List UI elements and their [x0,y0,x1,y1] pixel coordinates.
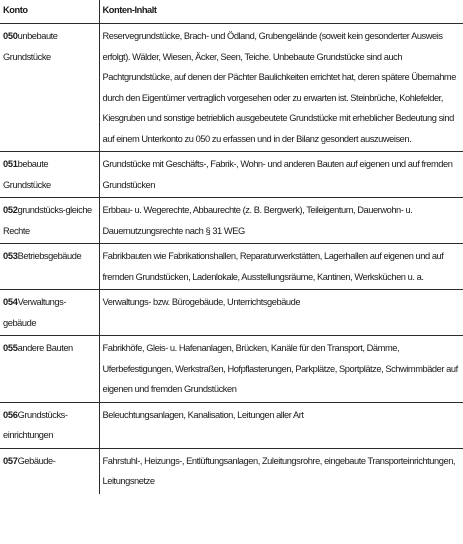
account-number: 057 [3,455,18,466]
table-row [0,290,463,336]
account-cell [0,290,99,336]
account-title: andere Bauten [17,343,73,353]
column-header-konten-inhalt: Konten-Inhalt [99,0,463,24]
account-content: Reservegrundstücke, Brach- und Ödland, Grubengelände (soweit kein gesonderter Ausweis erfolgt). Wälder, Wiesen, Äcker, Seen, Teiche. Unbebaute Grundstücke sind auch Pachtgrundstücke, auf denen der Pächter Baulichkeiten errichtet hat, deren spätere Übernahme durch den Eigentümer vertraglich vorgesehen oder zu erwarten ist. Steinbrüche, Kohlefelder, Kiesgruben und sonstige betrieblich ausgebeutete Grundstücke mit erheblicher Bedeutung sind auf einem Unterkonto zu 050 zu erfassen und in der Bilanz gesondert auszuweisen. [99,24,463,152]
account-content: Fahrstuhl-, Heizungs-, Entlüftungsanlagen, Zuleitungsrohre, eingebaute Transporteinrichtungen, Leitungsnetze [99,448,463,494]
account-title: unbebaute Grundstücke [3,31,58,62]
account-content: Fabrikhöfe, Gleis- u. Hafenanlagen, Brücken, Kanäle für den Transport, Dämme, Uferbefestigungen, Werkstraßen, Hofpflasterungen, Parkplätze, Sportplätze, Schwimmbäder auf eigenen und fremden Grundstücken [99,336,463,403]
account-title: Betriebsgebäude [17,251,82,261]
account-number: 051 [3,159,18,169]
account-cell [0,336,99,403]
account-number: 054 [3,297,18,307]
account-title: bebaute Grundstücke [3,159,51,190]
table-row [0,448,463,494]
account-title: Gebäude- [17,455,56,466]
table-row [0,198,463,244]
account-cell [0,198,99,244]
account-cell [0,448,99,494]
table-header-row [0,0,463,24]
account-title: Verwaltungs-gebäude [3,297,66,328]
table-row [0,336,463,403]
account-cell [0,244,99,290]
column-header-konto: Konto [0,0,99,24]
account-content: Grundstücke mit Geschäfts-, Fabrik-, Wohn- und anderen Bauten auf eigenen und auf fremden Grundstücken [99,152,463,198]
account-number: 053 [3,251,18,261]
account-title: Grundstücks-einrichtungen [3,409,68,440]
account-cell [0,152,99,198]
account-number: 055 [3,343,18,353]
account-number: 050 [3,31,18,41]
account-content: Fabrikbauten wie Fabrikationshallen, Reparaturwerkstätten, Lagerhallen auf eigenen und auf fremden Grundstücken, Ladenlokale, Ausstellungsräume, Kantinen, Werksküchen u. a. [99,244,463,290]
table-row [0,24,463,152]
account-content: Beleuchtungsanlagen, Kanalisation, Leitungen aller Art [99,402,463,448]
account-content: Erbbau- u. Wegerechte, Abbaurechte (z. B. Bergwerk), Teileigentum, Dauerwohn- u. Dauernutzungsrechte nach § 31 WEG [99,198,463,244]
account-title: grundstücks-gleiche Rechte [3,205,92,236]
account-cell [0,402,99,448]
account-content: Verwaltungs- bzw. Bürogebäude, Unterrichtsgebäude [99,290,463,336]
table-row [0,402,463,448]
table-row [0,244,463,290]
account-cell [0,24,99,152]
account-number: 052 [3,205,18,215]
account-number: 056 [3,409,18,420]
table-row [0,152,463,198]
